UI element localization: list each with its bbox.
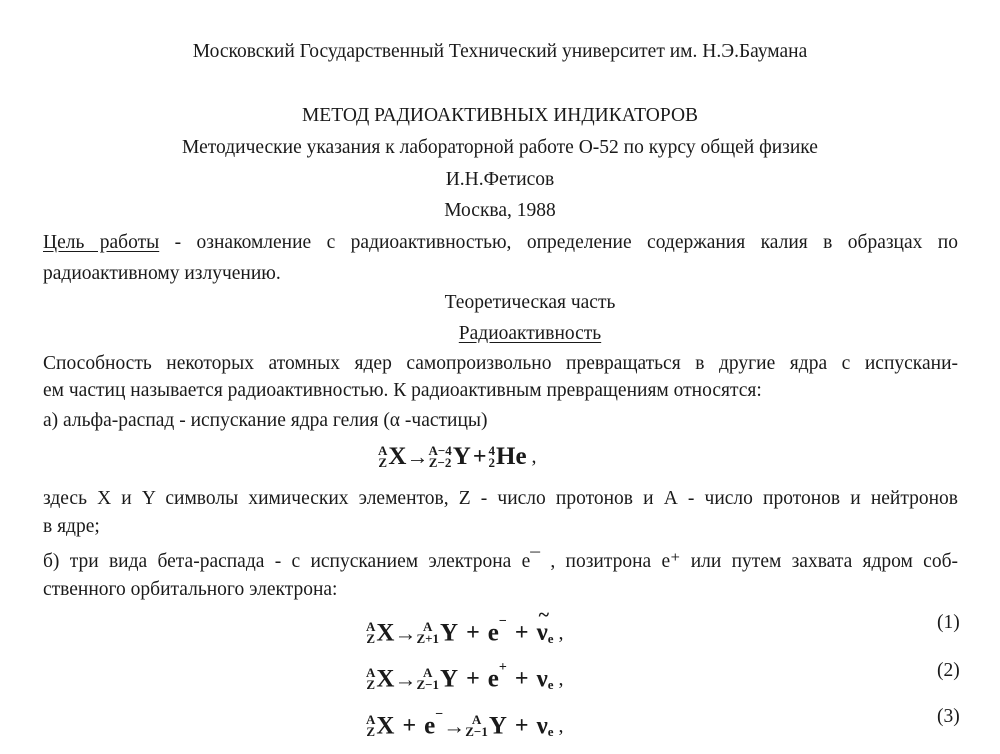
beta-intro-line-1: б) три вида бета-распада - с испусканием электрона e¯ , позитрона e⁺ или путем захвата ядром соб- [43,551,958,572]
daughter-symbol: Y [488,712,507,740]
university-name: Московский Государственный Технический университет им. Н.Э.Баумана [192,41,808,62]
neutrino-symbol: ν [536,665,548,693]
plus-sign: + [514,712,529,739]
parent-symbol: X [376,665,395,693]
parent-symbol: X [388,443,407,470]
neutrino-subscript: e [547,631,554,646]
beta-intro-line-2: ственного орбитального электрона: [43,579,338,600]
equation-number-1: (1) [937,612,960,633]
formula-comma: , [558,714,564,737]
document-title: МЕТОД РАДИОАКТИВНЫХ ИНДИКАТОРОВ [301,105,699,126]
goal-label: Цель работы [43,232,160,253]
parent-nucleus-numbers: A Z [366,619,376,647]
plus-sign: + [472,443,487,470]
parent-nucleus-numbers: A Z [378,443,388,470]
formula-comma: , [558,621,564,644]
neutrino-subscript: e [547,724,554,739]
goal-text: - ознакомление с радиоактивностью, определение содержания калия в образцах по [159,232,958,253]
electron-symbol: e [424,712,436,740]
plus-sign: + [466,665,480,692]
helium-symbol: He [496,443,527,470]
formula-comma: , [558,667,564,690]
parent-symbol: X [376,712,395,740]
daughter-nucleus-numbers: A Z−1 [465,712,488,740]
author: И.Н.Фетисов [445,169,555,190]
daughter-nucleus-numbers: A−4 Z−2 [428,443,452,470]
beta-plus-formula [366,660,564,693]
daughter-nucleus-numbers: A Z−1 [416,665,440,693]
helium-nucleus-numbers: 4 2 [488,443,495,470]
plus-sign: + [402,712,417,739]
section-theory: Теоретическая часть [444,292,616,313]
arrow-icon: → [394,666,417,692]
parent-nucleus-numbers: A Z [366,665,376,693]
positron-symbol: e [487,665,499,693]
electron-charge: − [435,707,444,722]
antineutrino-symbol: ~ ν [537,619,548,647]
goal-line-2: радиоактивному излучению. [43,263,281,284]
equation-number-3: (3) [937,706,960,727]
formula-comma: , [531,445,537,468]
electron-capture-formula [366,707,564,740]
parent-symbol: X [376,619,395,647]
neutrino-symbol: ν [536,712,548,740]
arrow-icon: → [443,713,466,739]
plus-sign: + [514,619,529,646]
explanation-line-2: в ядре; [43,516,100,537]
daughter-symbol: Y [440,665,459,693]
plus-sign: + [466,619,480,646]
paragraph-line-1: Способность некоторых атомных ядер самопроизвольно превращаться в другие ядра с испускани- [43,353,958,374]
parent-nucleus-numbers: A Z [366,712,376,740]
daughter-nucleus-numbers: A Z+1 [416,619,440,647]
goal-line-1 [43,232,958,254]
document-subtitle: Методические указания к лабораторной работе О-52 по курсу общей физике [182,137,818,158]
section-radioactivity [30,323,1000,345]
paragraph-line-2: ем частиц называется радиоактивностью. К радиоактивным превращениям относятся: [43,380,762,401]
alpha-intro: а) альфа-распад - испускание ядра гелия (α -частицы) [43,410,488,431]
neutrino-subscript: e [547,677,554,692]
daughter-symbol: Y [452,443,471,470]
section-radioactivity-label: Радиоактивность [458,323,602,344]
alpha-decay-formula [378,443,537,471]
explanation-line-1: здесь X и Y символы химических элементов, Z - число протонов и А - число протонов и нейтронов [43,488,958,509]
electron-symbol: e [487,619,499,647]
arrow-icon: → [394,620,417,646]
positron-charge: + [498,660,507,675]
daughter-symbol: Y [440,619,459,647]
place-year: Москва, 1988 [444,200,556,221]
equation-number-2: (2) [937,660,960,681]
plus-sign: + [514,665,529,692]
arrow-icon: → [406,444,429,469]
electron-charge: − [498,614,507,629]
beta-minus-formula [366,614,564,647]
